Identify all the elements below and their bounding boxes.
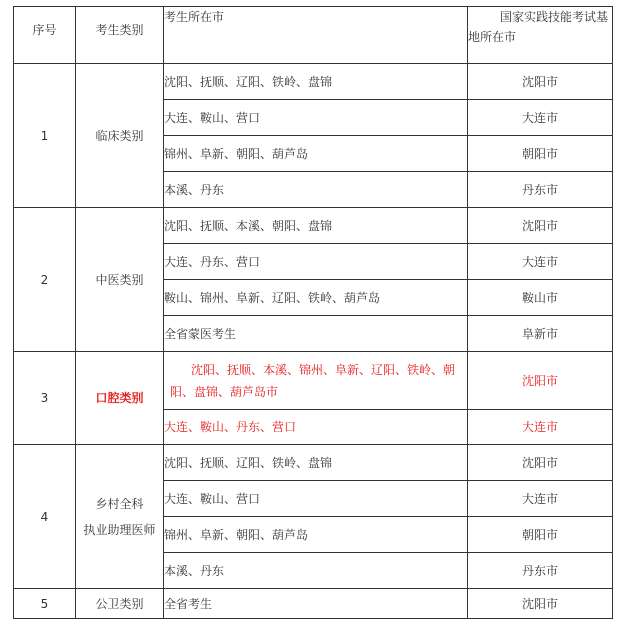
city-cell: 鞍山、锦州、阜新、辽阳、铁岭、葫芦岛	[164, 280, 468, 316]
base-cell: 大连市	[468, 244, 613, 280]
category-cell	[76, 445, 164, 589]
category-cell-line1: 乡村全科	[95, 496, 144, 511]
city-cell-line1: 沈阳、抚顺、本溪、锦州、阜新、辽阳、铁岭、朝	[191, 362, 456, 377]
city-cell: 大连、鞍山、丹东、营口	[164, 410, 468, 445]
city-cell: 大连、鞍山、营口	[164, 100, 468, 136]
header-category: 考生类别	[76, 7, 164, 64]
category-cell: 公卫类别	[76, 589, 164, 619]
city-cell-line2: 阳、盘锦、葫芦岛市	[170, 384, 279, 399]
seq-cell: 4	[14, 445, 76, 589]
header-base-city	[468, 7, 613, 64]
base-cell: 沈阳市	[468, 445, 613, 481]
header-seq: 序号	[14, 7, 76, 64]
city-cell: 全省考生	[164, 589, 468, 619]
base-cell: 大连市	[468, 410, 613, 445]
base-cell: 大连市	[468, 100, 613, 136]
base-cell: 鞍山市	[468, 280, 613, 316]
table-row	[14, 64, 613, 100]
city-cell: 本溪、丹东	[164, 172, 468, 208]
city-cell: 锦州、阜新、朝阳、葫芦岛	[164, 517, 468, 553]
base-cell: 丹东市	[468, 553, 613, 589]
city-cell	[164, 352, 468, 410]
base-cell: 沈阳市	[468, 64, 613, 100]
header-base-line2: 地所在市	[468, 30, 517, 44]
city-cell: 本溪、丹东	[164, 553, 468, 589]
category-cell: 中医类别	[76, 208, 164, 352]
table-row	[14, 352, 613, 410]
city-cell: 大连、鞍山、营口	[164, 481, 468, 517]
base-cell: 阜新市	[468, 316, 613, 352]
city-cell: 锦州、阜新、朝阳、葫芦岛	[164, 136, 468, 172]
seq-cell: 2	[14, 208, 76, 352]
header-base-line1: 国家实践技能考试基	[499, 10, 608, 24]
base-cell: 沈阳市	[468, 589, 613, 619]
city-cell: 沈阳、抚顺、辽阳、铁岭、盘锦	[164, 64, 468, 100]
table-row	[14, 445, 613, 481]
header-row	[14, 7, 613, 64]
table-row	[14, 589, 613, 619]
base-cell: 丹东市	[468, 172, 613, 208]
base-cell: 沈阳市	[468, 208, 613, 244]
seq-cell: 5	[14, 589, 76, 619]
header-city: 考生所在市	[164, 7, 468, 64]
exam-base-table	[13, 6, 613, 619]
base-cell: 大连市	[468, 481, 613, 517]
base-cell: 朝阳市	[468, 517, 613, 553]
city-cell: 沈阳、抚顺、辽阳、铁岭、盘锦	[164, 445, 468, 481]
city-cell: 沈阳、抚顺、本溪、朝阳、盘锦	[164, 208, 468, 244]
seq-cell: 3	[14, 352, 76, 445]
city-cell: 大连、丹东、营口	[164, 244, 468, 280]
category-cell: 临床类别	[76, 64, 164, 208]
category-cell-line2: 执业助理医师	[83, 522, 156, 537]
base-cell: 朝阳市	[468, 136, 613, 172]
seq-cell: 1	[14, 64, 76, 208]
base-cell: 沈阳市	[468, 352, 613, 410]
category-cell: 口腔类别	[76, 352, 164, 445]
table-row	[14, 208, 613, 244]
city-cell: 全省蒙医考生	[164, 316, 468, 352]
